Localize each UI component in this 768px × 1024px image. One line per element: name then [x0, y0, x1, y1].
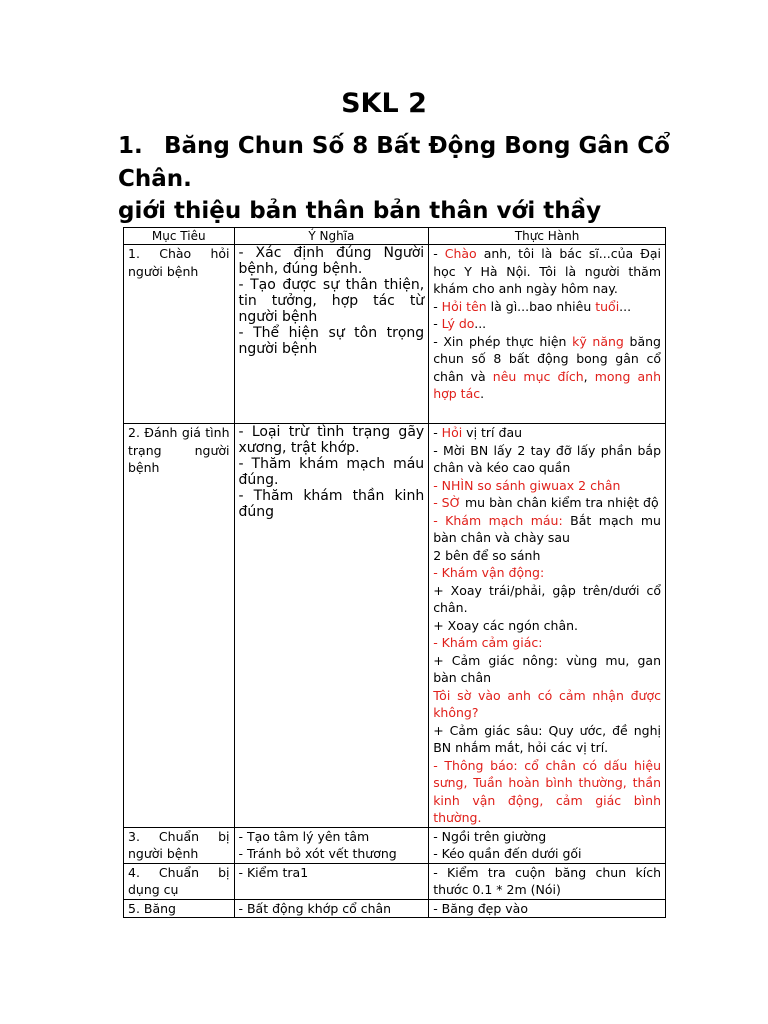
- table-row: [124, 827, 666, 863]
- header-goal: Mục Tiêu: [124, 228, 235, 245]
- header-meaning: Ý Nghĩa: [234, 228, 429, 245]
- section-heading-line3: giới thiệu bản thân bản thân với thầy: [118, 198, 602, 224]
- table-row: [124, 863, 666, 899]
- section-heading-line1: 1. Băng Chun Số 8 Bất Động Bong Gân Cổ: [118, 130, 678, 162]
- header-practice: Thực Hành: [429, 228, 666, 245]
- practice-cell: - Kiểm tra cuộn băng chun kích thước 0.1 * 2m (Nói): [429, 863, 666, 899]
- table-row: [124, 899, 666, 918]
- meaning-cell: - Kiểm tra1: [234, 863, 429, 899]
- practice-cell: - Chào anh, tôi là bác sĩ...của Đại học Y Hà Nội. Tôi là người thăm khám cho anh ngày hôm nay. - Hỏi tên là gì...bao nhiêu tuổi... - Lý do... - Xin phép thực hiện kỹ năng băng chun số 8 bất động bong gân cổ chân và nêu mục đích, mong anh hợp tác.: [429, 245, 666, 424]
- table-row: [124, 245, 666, 424]
- meaning-cell: - Xác định đúng Người bệnh, đúng bệnh. - Tạo được sự thân thiện, tin tưởng, hợp tác từ người bệnh - Thể hiện sự tôn trọng người bệnh: [234, 245, 429, 424]
- table-row: [124, 424, 666, 828]
- goal-cell: 3. Chuẩn bị người bệnh: [124, 827, 235, 863]
- section-heading-line2: Chân.: [118, 166, 192, 192]
- goal-cell: 2. Đánh giá tình trạng người bệnh: [124, 424, 235, 828]
- practice-cell: - Băng đẹp vào: [429, 899, 666, 918]
- practice-cell: - Hỏi vị trí đau - Mời BN lấy 2 tay đỡ lấy phần bắp chân và kéo cao quần - NHÌN so sánh giwuax 2 chân - SỜ mu bàn chân kiểm tra nhiệt độ - Khám mạch máu: Bắt mạch mu bàn chân và chày sau 2 bên để so sánh - Khám vận động: + Xoay trái/phải, gập trên/dưới cổ chân. + Xoay các ngón chân. - Khám cảm giác: + Cảm giác nông: vùng mu, gan bàn chân Tôi sờ vào anh có cảm nhận được không? + Cảm giác sâu: Quy ước, đề nghị BN nhắm mắt, hỏi các vị trí. - Thông báo: cổ chân có dấu hiệu sưng, Tuần hoàn bình thường, thần kinh vận động, cảm giác bình thường.: [429, 424, 666, 828]
- skill-table: [123, 227, 666, 918]
- goal-cell: 5. Băng: [124, 899, 235, 918]
- document-title: SKL 2: [341, 88, 427, 119]
- section-number: 1.: [118, 133, 143, 159]
- meaning-cell: - Tạo tâm lý yên tâm - Tránh bỏ xót vết thương: [234, 827, 429, 863]
- practice-cell: - Ngồi trên giường - Kéo quần đến dưới gối: [429, 827, 666, 863]
- goal-cell: 4. Chuẩn bị dụng cụ: [124, 863, 235, 899]
- table-header-row: [124, 228, 666, 245]
- meaning-cell: - Bất động khớp cổ chân: [234, 899, 429, 918]
- meaning-cell: - Loại trừ tình trạng gãy xương, trật khớp. - Thăm khám mạch máu đúng. - Thăm khám thần kinh đúng: [234, 424, 429, 828]
- goal-cell: 1. Chào hỏi người bệnh: [124, 245, 235, 424]
